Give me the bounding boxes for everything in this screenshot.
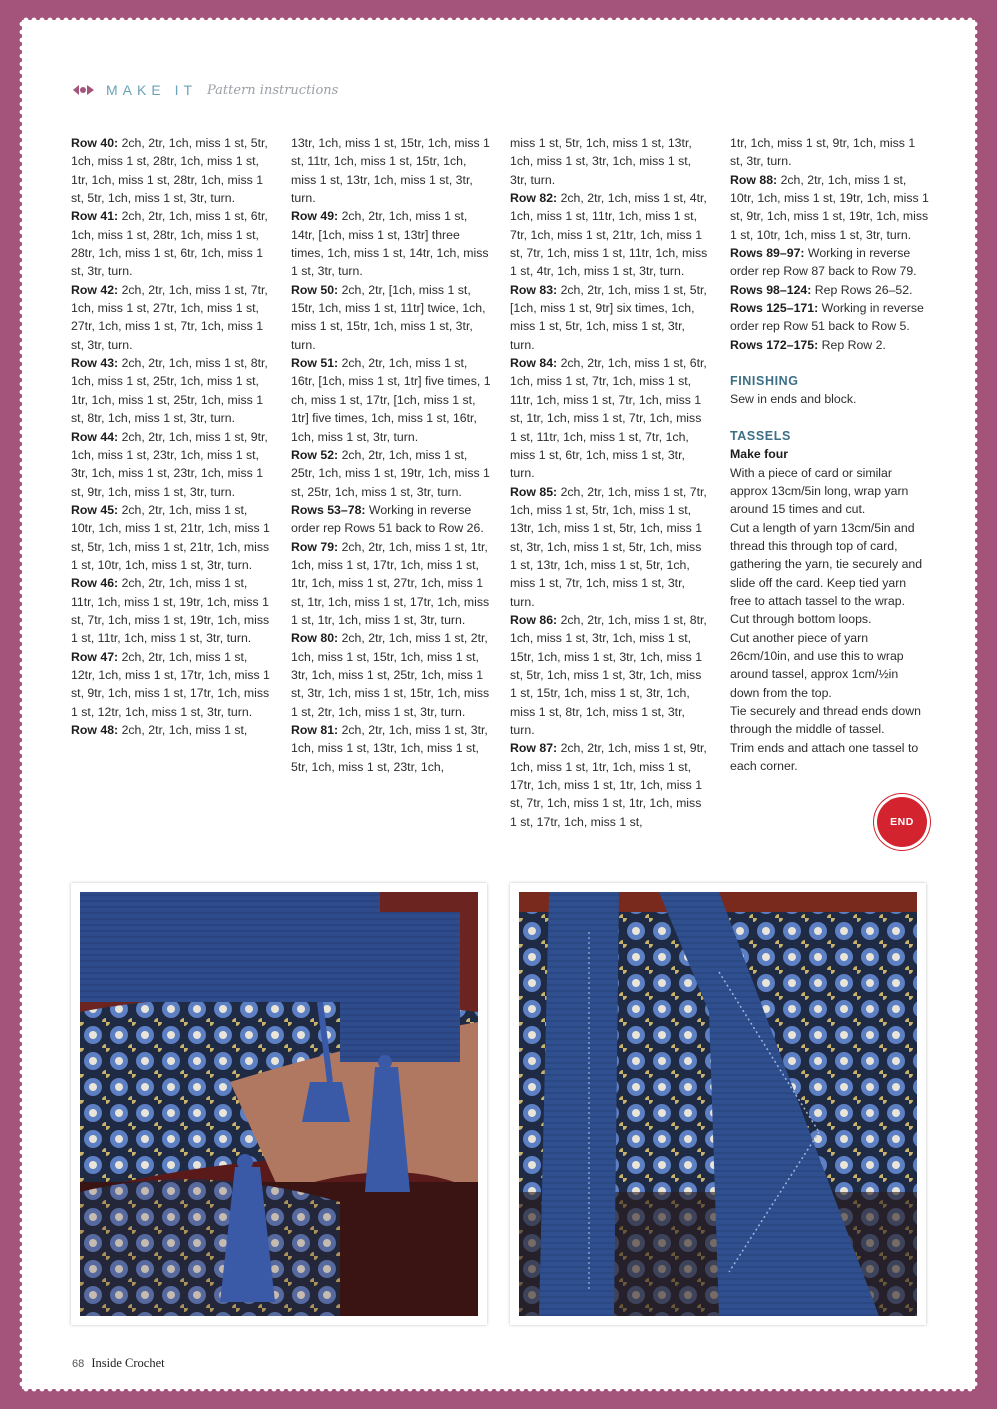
row-label: Row 83: bbox=[510, 282, 558, 297]
row-instructions: 2ch, 2tr, 1ch, miss 1 st, 10tr, 1ch, miss 1 st, 21tr, 1ch, miss 1 st, 5tr, 1ch, miss 1 st, 21tr, 1ch, miss 1 st, 10tr, 1ch, miss 1 st, 3tr, turn. bbox=[71, 502, 270, 572]
text-column-3 bbox=[510, 134, 710, 831]
row-label: Rows 172–175: bbox=[730, 337, 819, 352]
pattern-row bbox=[730, 244, 930, 281]
row-label: Row 42: bbox=[71, 282, 119, 297]
row-label: Row 82: bbox=[510, 191, 558, 206]
row-instructions: 2ch, 2tr, 1ch, miss 1 st, 25tr, 1ch, miss 1 st, 19tr, 1ch, miss 1 st, 25tr, 1ch, miss 1 st, 3tr, turn. bbox=[291, 447, 490, 499]
tassel-step: Cut another piece of yarn 26cm/10in, and use this to wrap around tassel, approx 1cm/½in down from the top. bbox=[730, 630, 904, 700]
pattern-row bbox=[730, 336, 930, 354]
pattern-row bbox=[71, 428, 271, 501]
row-instructions: 2ch, 2tr, 1ch, miss 1 st, 7tr, 1ch, miss 1 st, 27tr, 1ch, miss 1 st, 27tr, 1ch, miss 1 st, 7tr, 1ch, miss 1 st, 3tr, turn. bbox=[71, 282, 268, 352]
pattern-row bbox=[71, 354, 271, 427]
row-label: Row 86: bbox=[510, 612, 558, 627]
section-header bbox=[72, 80, 338, 100]
row-instructions: 2ch, 2tr, 1ch, miss 1 st, 2tr, 1ch, miss 1 st, 15tr, 1ch, miss 1 st, 3tr, 1ch, miss 1 st, 25tr, 1ch, miss 1 st, 3tr, 1ch, miss 1 st, 15tr, 1ch, miss 1 st, 2tr, 1ch, miss 1 st, 3tr, turn. bbox=[291, 631, 490, 719]
pattern-row bbox=[730, 134, 930, 171]
tassel-step: Cut through bottom loops. bbox=[730, 612, 872, 627]
row-label: Row 41: bbox=[71, 209, 119, 224]
row-instructions: 2ch, 2tr, 1ch, miss 1 st, 16tr, [1ch, miss 1 st, 1tr] five times, 1 ch, miss 1 st, 17tr, [1ch, miss 1 st, 1tr] five times, 1ch, miss 1 st, 16tr, 1ch, miss 1 st, 3tr, turn. bbox=[291, 356, 491, 444]
text-column-2 bbox=[291, 134, 491, 776]
pattern-row bbox=[730, 281, 930, 299]
row-instructions: 2ch, 2tr, 1ch, miss 1 st, 9tr, 1ch, miss 1 st, 1tr, 1ch, miss 1 st, 17tr, 1ch, miss 1 st, 1tr, 1ch, miss 1 st, 7tr, 1ch, miss 1 st, 1tr, 1ch, miss 1 st, 17tr, 1ch, miss 1 st, bbox=[510, 741, 707, 829]
pattern-row bbox=[730, 299, 930, 336]
tassel-step: Tie securely and thread ends down through the middle of tassel. bbox=[730, 703, 921, 737]
row-label: Row 49: bbox=[291, 209, 339, 224]
section-subtitle: Pattern instructions bbox=[207, 82, 339, 98]
row-label: Row 48: bbox=[71, 723, 119, 737]
row-label: Row 50: bbox=[291, 282, 339, 297]
row-label: Row 45: bbox=[71, 502, 119, 517]
row-instructions: 2ch, 2tr, 1ch, miss 1 st, 5tr, 1ch, miss 1 st, 28tr, 1ch, miss 1 st, 1tr, 1ch, miss 1 st, 28tr, 1ch, miss 1 st, 5tr, 1ch, miss 1 st, 3tr, turn. bbox=[71, 136, 268, 206]
row-instructions: 2ch, 2tr, 1ch, miss 1 st, 8tr, 1ch, miss 1 st, 25tr, 1ch, miss 1 st, 1tr, 1ch, miss 1 st, 25tr, 1ch, miss 1 st, 8tr, 1ch, miss 1 st, 3tr, turn. bbox=[71, 356, 268, 426]
pattern-row bbox=[730, 171, 930, 244]
pattern-row bbox=[510, 189, 710, 281]
text-column-1 bbox=[71, 134, 271, 739]
pattern-row bbox=[71, 501, 271, 574]
text-column-4 bbox=[730, 134, 930, 775]
photo-frame-left bbox=[71, 883, 487, 1325]
row-label: Row 52: bbox=[291, 447, 339, 462]
pattern-row bbox=[71, 207, 271, 280]
magazine-name: Inside Crochet bbox=[91, 1356, 165, 1370]
pattern-row bbox=[291, 501, 491, 538]
row-instructions: 2ch, 2tr, 1ch, miss 1 st, 11tr, 1ch, miss 1 st, 19tr, 1ch, miss 1 st, 7tr, 1ch, miss 1 st, 19tr, 1ch, miss 1 st, 11tr, 1ch, miss 1 st, 3tr, turn. bbox=[71, 576, 270, 646]
pattern-row bbox=[71, 281, 271, 354]
row-label: Row 80: bbox=[291, 631, 339, 646]
pattern-row bbox=[510, 134, 710, 189]
pattern-row bbox=[291, 134, 491, 207]
row-instructions: Working in reverse order rep Row 51 back to Row 5. bbox=[730, 301, 924, 334]
row-label: Row 88: bbox=[730, 172, 778, 187]
final-rows bbox=[730, 134, 930, 354]
tassel-step: With a piece of card or similar approx 13cm/5in long, wrap yarn around 15 times and cut. bbox=[730, 465, 909, 517]
row-instructions: Rep Row 2. bbox=[818, 337, 886, 352]
row-instructions: Rep Rows 26–52. bbox=[811, 282, 913, 297]
row-instructions: Working in reverse order rep Row 87 back to Row 79. bbox=[730, 246, 917, 279]
tassel-instructions bbox=[730, 464, 926, 776]
pattern-row bbox=[71, 721, 271, 739]
row-instructions: 2ch, 2tr, 1ch, miss 1 st, bbox=[118, 723, 248, 737]
row-instructions: Working in reverse order rep Rows 51 back to Row 26. bbox=[291, 502, 484, 536]
row-instructions: 2ch, 2tr, 1ch, miss 1 st, 7tr, 1ch, miss 1 st, 5tr, 1ch, miss 1 st, 13tr, 1ch, miss 1 st, 5tr, 1ch, miss 1 st, 3tr, 1ch, miss 1 st, 5tr, 1ch, miss 1 st, 13tr, 1ch, miss 1 st, 5tr, 1ch, miss 1 st, 7tr, 1ch, miss 1 st, 3tr, turn. bbox=[510, 484, 707, 609]
row-label: Rows 98–124: bbox=[730, 282, 812, 297]
row-label: Row 87: bbox=[510, 741, 558, 756]
row-instructions: 2ch, 2tr, 1ch, miss 1 st, 4tr, 1ch, miss 1 st, 11tr, 1ch, miss 1 st, 7tr, 1ch, miss 1 st, 21tr, 1ch, miss 1 st, 7tr, 1ch, miss 1 st, 11tr, 1ch, miss 1 st, 4tr, 1ch, miss 1 st, 3tr, turn. bbox=[510, 191, 708, 279]
tassels-subheading: Make four bbox=[730, 447, 789, 462]
row-label: Row 43: bbox=[71, 356, 119, 371]
finishing-text: Sew in ends and block. bbox=[730, 392, 857, 407]
pattern-row bbox=[71, 574, 271, 647]
wrap-tassels-image bbox=[80, 892, 478, 1316]
row-label: Row 81: bbox=[291, 723, 339, 737]
wrap-draped-image bbox=[519, 892, 917, 1316]
row-instructions: 2ch, 2tr, 1ch, miss 1 st, 5tr, [1ch, miss 1 st, 9tr] six times, 1ch, miss 1 st, 5tr, 1ch, miss 1 st, 3tr, turn. bbox=[510, 282, 707, 352]
page-footer bbox=[72, 1356, 165, 1371]
row-label: Row 44: bbox=[71, 429, 119, 444]
section-title: MAKE IT bbox=[106, 82, 198, 98]
pattern-row bbox=[71, 648, 271, 721]
row-label: Row 84: bbox=[510, 356, 558, 371]
pattern-row bbox=[291, 629, 491, 721]
row-instructions: 2ch, 2tr, 1ch, miss 1 st, 6tr, 1ch, miss 1 st, 7tr, 1ch, miss 1 st, 11tr, 1ch, miss 1 st, 7tr, 1ch, miss 1 st, 1tr, 1ch, miss 1 st, 7tr, 1ch, miss 1 st, 11tr, 1ch, miss 1 st, 7tr, 1ch, miss 1 st, 6tr, 1ch, miss 1 st, 3tr, turn. bbox=[510, 356, 707, 481]
tassel-step: Cut a length of yarn 13cm/5in and thread this through top of card, gathering the yarn, tie securely and slide off the card. Keep tied yarn free to attach tassel to the wrap. bbox=[730, 520, 923, 608]
row-instructions: 1tr, 1ch, miss 1 st, 9tr, 1ch, miss 1 st, 3tr, turn. bbox=[730, 136, 916, 169]
photo-wrap-draped bbox=[519, 892, 917, 1316]
row-instructions: 2ch, 2tr, 1ch, miss 1 st, 14tr, [1ch, miss 1 st, 13tr] three times, 1ch, miss 1 st, 14tr, 1ch, miss 1 st, 3tr, turn. bbox=[291, 209, 489, 279]
arrow-bullet-icon bbox=[72, 83, 96, 97]
pattern-row bbox=[510, 739, 710, 831]
row-instructions: 2ch, 2tr, 1ch, miss 1 st, 12tr, 1ch, miss 1 st, 17tr, 1ch, miss 1 st, 9tr, 1ch, miss 1 st, 17tr, 1ch, miss 1 st, 12tr, 1ch, miss 1 st, 3tr, turn. bbox=[71, 649, 270, 719]
row-label: Row 51: bbox=[291, 356, 339, 371]
pattern-row bbox=[291, 538, 491, 630]
pattern-row bbox=[291, 281, 491, 354]
pattern-row bbox=[510, 611, 710, 739]
tassel-step: Trim ends and attach one tassel to each corner. bbox=[730, 740, 919, 773]
row-instructions: 2ch, 2tr, [1ch, miss 1 st, 15tr, 1ch, miss 1 st, 11tr] twice, 1ch, miss 1 st, 15tr, 1ch, miss 1 st, 3tr, turn. bbox=[291, 282, 486, 352]
row-instructions: 2ch, 2tr, 1ch, miss 1 st, 10tr, 1ch, miss 1 st, 19tr, 1ch, miss 1 st, 9tr, 1ch, miss 1 st, 19tr, 1ch, miss 1 st, 10tr, 1ch, miss 1 st, 3tr, turn. bbox=[730, 172, 929, 242]
row-instructions: 13tr, 1ch, miss 1 st, 15tr, 1ch, miss 1 st, 11tr, 1ch, miss 1 st, 15tr, 1ch, miss 1 st, 13tr, 1ch, miss 1 st, 3tr, turn. bbox=[291, 136, 490, 206]
pattern-row bbox=[510, 281, 710, 354]
row-instructions: 2ch, 2tr, 1ch, miss 1 st, 6tr, 1ch, miss 1 st, 28tr, 1ch, miss 1 st, 28tr, 1ch, miss 1 st, 6tr, 1ch, miss 1 st, 3tr, turn. bbox=[71, 209, 268, 279]
pattern-row bbox=[510, 483, 710, 611]
pattern-row bbox=[291, 207, 491, 280]
pattern-row bbox=[291, 446, 491, 501]
pattern-row bbox=[291, 354, 491, 446]
row-label: Row 46: bbox=[71, 576, 119, 591]
row-label: Rows 53–78: bbox=[291, 502, 366, 517]
row-label: Row 40: bbox=[71, 136, 119, 150]
pattern-row bbox=[71, 134, 271, 207]
row-label: Row 47: bbox=[71, 649, 119, 664]
row-instructions: 2ch, 2tr, 1ch, miss 1 st, 3tr, 1ch, miss 1 st, 13tr, 1ch, miss 1 st, 5tr, 1ch, miss 1 st, 23tr, 1ch, bbox=[291, 723, 488, 774]
row-label: Row 79: bbox=[291, 539, 339, 554]
row-instructions: miss 1 st, 5tr, 1ch, miss 1 st, 13tr, 1ch, miss 1 st, 3tr, 1ch, miss 1 st, 3tr, turn. bbox=[510, 136, 692, 187]
tassels-heading: TASSELS bbox=[730, 428, 791, 443]
row-label: Rows 89–97: bbox=[730, 246, 805, 261]
pattern-row bbox=[291, 721, 491, 776]
row-instructions: 2ch, 2tr, 1ch, miss 1 st, 9tr, 1ch, miss 1 st, 23tr, 1ch, miss 1 st, 3tr, 1ch, miss 1 st, 23tr, 1ch, miss 1 st, 9tr, 1ch, miss 1 st, 3tr, turn. bbox=[71, 429, 268, 499]
finishing-heading: FINISHING bbox=[730, 374, 799, 389]
row-label: Row 85: bbox=[510, 484, 558, 499]
row-label: Rows 125–171: bbox=[730, 301, 819, 316]
end-badge: END bbox=[877, 797, 927, 847]
photo-wrap-tassels bbox=[80, 892, 478, 1316]
row-instructions: 2ch, 2tr, 1ch, miss 1 st, 8tr, 1ch, miss 1 st, 3tr, 1ch, miss 1 st, 15tr, 1ch, miss 1 st, 3tr, 1ch, miss 1 st, 5tr, 1ch, miss 1 st, 3tr, 1ch, miss 1 st, 15tr, 1ch, miss 1 st, 3tr, 1ch, miss 1 st, 8tr, 1ch, miss 1 st, 3tr, turn. bbox=[510, 612, 707, 737]
row-instructions: 2ch, 2tr, 1ch, miss 1 st, 1tr, 1ch, miss 1 st, 17tr, 1ch, miss 1 st, 1tr, 1ch, miss 1 st, 27tr, 1ch, miss 1 st, 1tr, 1ch, miss 1 st, 17tr, 1ch, miss 1 st, 1tr, 1ch, miss 1 st, 3tr, turn. bbox=[291, 539, 490, 627]
photo-frame-right bbox=[510, 883, 926, 1325]
pattern-row bbox=[510, 354, 710, 482]
page-number: 68 bbox=[72, 1358, 85, 1370]
